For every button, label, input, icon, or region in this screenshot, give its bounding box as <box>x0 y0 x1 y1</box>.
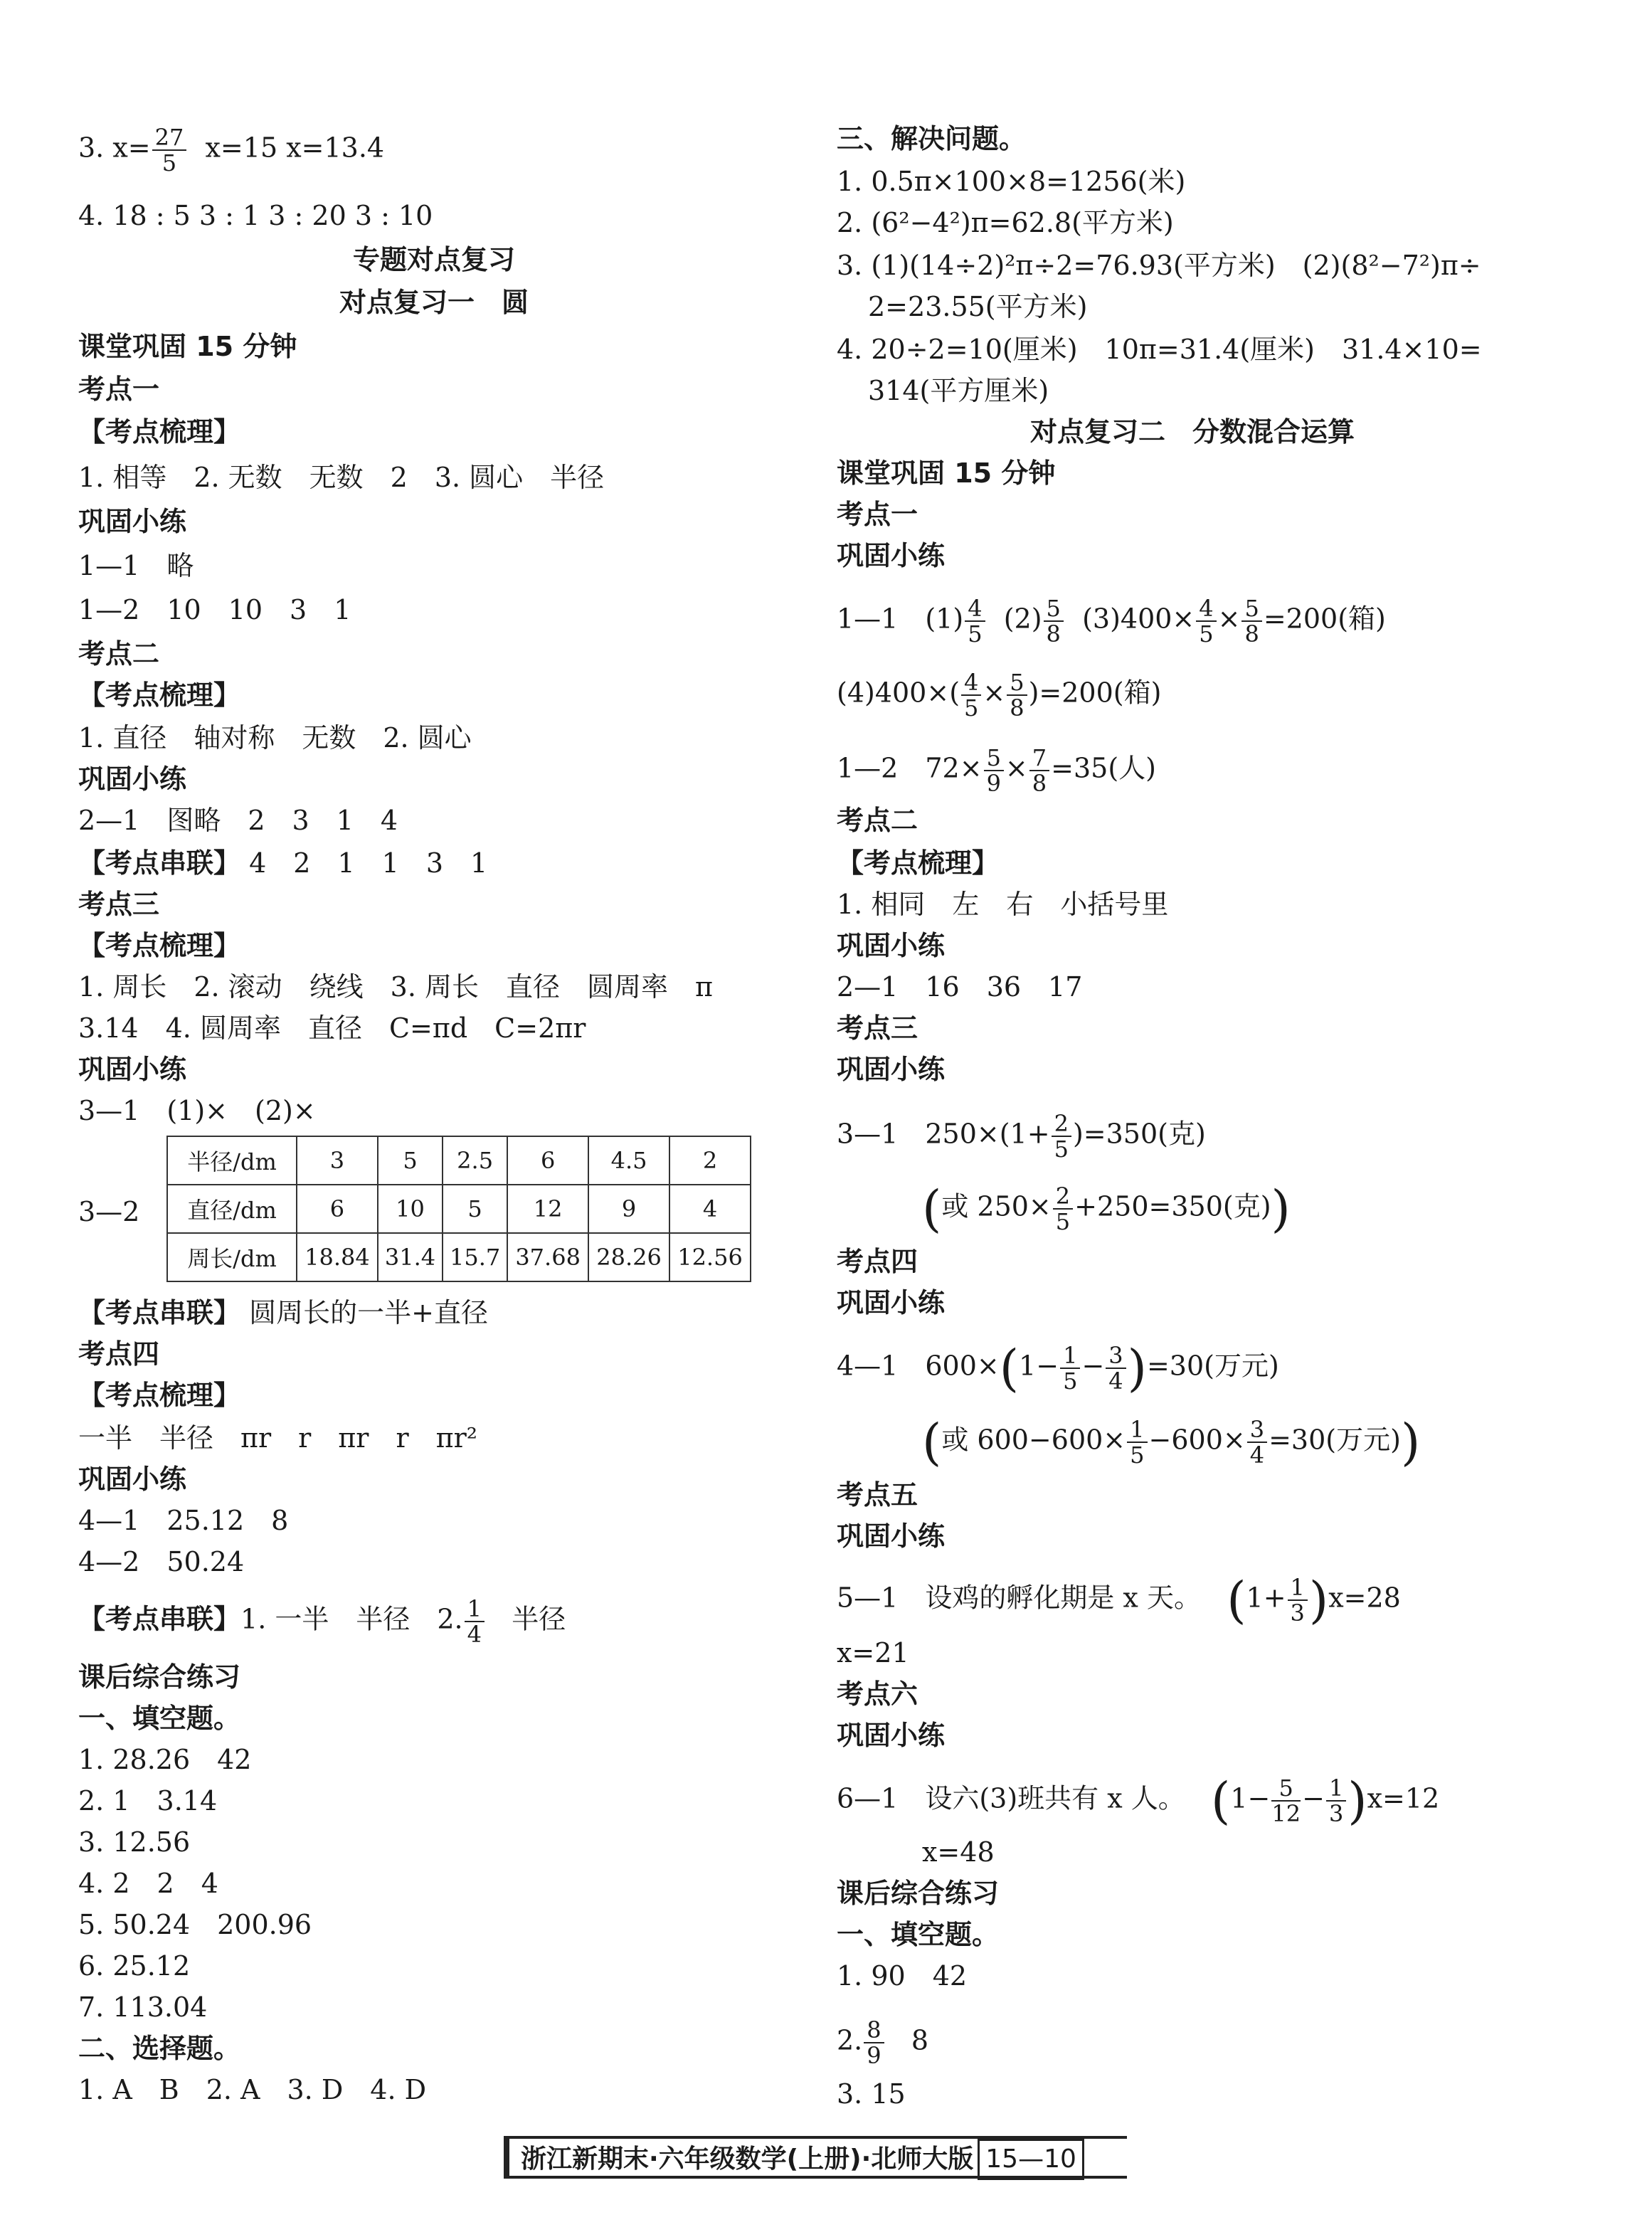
section-subtitle: 对点复习一 圆 <box>339 287 529 318</box>
paren: ( <box>1227 1571 1246 1629</box>
heading: 考点一 <box>837 499 918 530</box>
numerator: 5 <box>1007 670 1027 696</box>
table-cell: 15.7 <box>443 1233 507 1281</box>
denominator: 5 <box>1063 1368 1078 1395</box>
text: 4 2 1 1 3 1 <box>249 847 488 879</box>
heading: 【考点梳理】 <box>837 847 1000 879</box>
answer-line <box>922 1413 1421 1471</box>
heading: 巩固小练 <box>837 930 946 961</box>
text: x=28 <box>1328 1582 1401 1614</box>
heading: 课堂巩固 15 分钟 <box>837 457 1056 489</box>
text: (2) <box>1003 603 1042 635</box>
numerator: 1 <box>465 1597 485 1622</box>
denominator: 3 <box>1290 1599 1305 1627</box>
heading: 【考点梳理】 <box>78 930 241 961</box>
denominator: 9 <box>986 770 1001 797</box>
text: 4—1 600× <box>837 1350 1000 1382</box>
numerator: 7 <box>1029 746 1049 771</box>
answer-line: 1. 0.5π×100×8=1256(米) <box>837 166 1186 197</box>
numerator: 8 <box>864 2018 884 2043</box>
numerator: 4 <box>965 596 985 622</box>
paren: ) <box>1271 1180 1291 1238</box>
denominator: 8 <box>1032 770 1047 797</box>
numerator: 27 <box>152 125 187 151</box>
heading: 考点二 <box>837 805 918 836</box>
text: =30(万元) <box>1269 1424 1401 1456</box>
answer-line: 4. 2 2 4 <box>78 1868 218 1899</box>
text: 或 600−600× <box>941 1424 1126 1456</box>
fraction <box>1288 1575 1308 1625</box>
heading: 考点五 <box>837 1479 918 1511</box>
paren: ( <box>999 1339 1020 1397</box>
fraction <box>1271 1776 1301 1826</box>
table-cell: 5 <box>378 1136 443 1185</box>
answer-line: 1. 28.26 42 <box>78 1744 252 1775</box>
numerator: 2 <box>1052 1111 1071 1137</box>
heading: 二、选择题。 <box>78 2033 241 2064</box>
heading: 巩固小练 <box>78 506 187 537</box>
heading: 考点四 <box>78 1338 160 1370</box>
answer-line: 1. 周长 2. 滚动 绕线 3. 周长 直径 圆周率 π <box>78 971 713 1003</box>
fraction <box>1106 1343 1126 1393</box>
text: 1− <box>1019 1350 1059 1382</box>
answer-line <box>837 1571 1401 1629</box>
numerator: 3 <box>1106 1343 1126 1369</box>
heading: 课后综合练习 <box>837 1878 1000 1909</box>
answer-line: 3—1 (1)× (2)× <box>78 1095 316 1126</box>
text: 1. 一半 半径 2. <box>240 1603 463 1635</box>
heading: 巩固小练 <box>837 1720 946 1751</box>
table-cell: 2 <box>669 1136 751 1185</box>
table-cell: 12.56 <box>669 1233 751 1281</box>
heading: 考点三 <box>837 1012 918 1044</box>
text: 6—1 设六(3)班共有 x 人。 <box>837 1782 1185 1814</box>
heading: 考点三 <box>78 889 160 920</box>
fraction <box>1241 596 1261 646</box>
answer-line: 1—1 略 <box>78 550 194 581</box>
paren: ( <box>922 1413 942 1471</box>
paren: ( <box>922 1180 942 1238</box>
table-cell: 4.5 <box>588 1136 669 1185</box>
fraction <box>465 1597 485 1646</box>
circle-table <box>166 1136 751 1282</box>
numerator: 1 <box>1060 1343 1080 1369</box>
text: 3—1 250×(1+ <box>837 1118 1050 1150</box>
heading: 巩固小练 <box>837 1287 946 1318</box>
heading: 考点四 <box>837 1246 918 1277</box>
table-cell: 3 <box>297 1136 378 1185</box>
table-row <box>167 1136 751 1185</box>
answer-line: 314(平方厘米) <box>868 375 1049 406</box>
heading: 巩固小练 <box>837 1054 946 1085</box>
answer-line: 1—2 10 10 3 1 <box>78 594 351 625</box>
answer-line: 2—1 图略 2 3 1 4 <box>78 805 398 836</box>
denominator: 5 <box>1055 1208 1071 1235</box>
table-cell: 半径/dm <box>167 1136 297 1185</box>
fraction <box>1044 596 1064 646</box>
table-cell: 6 <box>297 1185 378 1233</box>
page-number: 15—10 <box>978 2139 1084 2180</box>
table-cell: 直径/dm <box>167 1185 297 1233</box>
heading: 一、填空题。 <box>837 1919 1000 1950</box>
fraction <box>1247 1417 1267 1467</box>
text: (3)400× <box>1082 603 1195 635</box>
denominator: 8 <box>1046 620 1061 647</box>
answer-line: 2=23.55(平方米) <box>868 291 1088 322</box>
fraction <box>1196 596 1216 646</box>
answer-line: (4)400×( $\frac{4}{5}$ × $\frac{5}{8}$ )=200(箱) <box>837 669 1162 721</box>
heading: 巩固小练 <box>837 540 946 571</box>
paren: ) <box>1308 1571 1329 1629</box>
text: )=350(克) <box>1072 1118 1206 1150</box>
fraction <box>1326 1776 1346 1826</box>
text: =35(人) <box>1051 752 1156 784</box>
heading: 【考点梳理】 <box>78 1380 241 1411</box>
table-row <box>167 1233 751 1281</box>
numerator: 1 <box>1288 1575 1308 1601</box>
fraction <box>1007 670 1027 720</box>
section-subtitle: 对点复习二 分数混合运算 <box>1029 416 1355 448</box>
paren: ) <box>1400 1413 1421 1471</box>
answer-line: 1—2 72× $\frac{5}{9}$ × $\frac{7}{8}$ =35(人) <box>837 744 1156 797</box>
heading: 【考点梳理】 <box>78 679 241 711</box>
answer-line: 3—2 <box>78 1196 140 1227</box>
table-cell: 2.5 <box>443 1136 507 1185</box>
answer-line: 4—1 600×(1− $\frac{1}{5}$ − $\frac{3}{4}$ )=30(万元) <box>837 1339 1279 1397</box>
fraction <box>965 596 985 646</box>
answer-line: 7. 113.04 <box>78 1992 208 2023</box>
text: 1—1 (1) <box>837 603 964 635</box>
answer-line: 4. 18 : 5 3 : 1 3 : 20 3 : 10 <box>78 200 433 231</box>
fraction <box>961 670 981 720</box>
numerator: 5 <box>1271 1776 1301 1802</box>
heading: 课后综合练习 <box>78 1661 241 1693</box>
denominator: 3 <box>1328 1800 1344 1827</box>
label: 【考点串联】 <box>78 1297 241 1328</box>
text: 2. <box>837 2024 863 2056</box>
section-title: 专题对点复习 <box>352 244 515 275</box>
heading: 课堂巩固 15 分钟 <box>78 331 297 362</box>
fraction <box>1127 1417 1147 1467</box>
text: =200(箱) <box>1263 603 1386 635</box>
numerator: 5 <box>984 746 1004 771</box>
numerator: 4 <box>961 670 981 696</box>
answer-line: 4. 20÷2=10(厘米) 10π=31.4(厘米) 31.4×10= <box>837 334 1482 365</box>
heading: 巩固小练 <box>78 1054 187 1085</box>
text: 1+ <box>1246 1582 1286 1614</box>
numerator: 1 <box>1127 1417 1147 1443</box>
fraction <box>1029 746 1049 795</box>
table-cell: 37.68 <box>507 1233 588 1281</box>
answer-line <box>837 2018 928 2068</box>
answer-line <box>78 847 487 879</box>
answer-line: 1. A B 2. A 3. D 4. D <box>78 2074 427 2105</box>
label: 【考点串联】 <box>78 1603 241 1635</box>
answer-line <box>78 1597 566 1646</box>
answer-line <box>78 1296 488 1329</box>
text: x=15 x=13.4 <box>205 132 385 164</box>
table-cell: 6 <box>507 1136 588 1185</box>
text: 半径 <box>512 1603 566 1635</box>
answer-line <box>837 1111 1206 1161</box>
answer-line: 3. (1)(14÷2)²π÷2=76.93(平方米) (2)(8²−7²)π÷ <box>837 250 1481 281</box>
denominator: 5 <box>1054 1136 1069 1163</box>
answer-line: 4—2 50.24 <box>78 1546 245 1577</box>
text: 5—1 设鸡的孵化期是 x 天。 <box>837 1582 1201 1614</box>
table-cell: 31.4 <box>378 1233 443 1281</box>
table-cell: 28.26 <box>588 1233 669 1281</box>
answer-line: 2. (6²−4²)π=62.8(平方米) <box>837 207 1174 238</box>
numerator: 5 <box>1044 596 1064 622</box>
paren: ( <box>1211 1772 1231 1830</box>
text: )=200(箱) <box>1028 677 1162 709</box>
page-footer <box>504 2136 1127 2179</box>
fraction <box>1052 1111 1071 1161</box>
denominator: 4 <box>1108 1368 1123 1395</box>
answer-line: 一半 半径 πr r πr r πr² <box>78 1422 477 1454</box>
answer-line: 5. 50.24 200.96 <box>78 1909 312 1940</box>
text: 8 <box>911 2024 929 2056</box>
paren: ) <box>1127 1339 1147 1397</box>
denominator: 9 <box>867 2042 881 2069</box>
answer-line: 2—1 16 36 17 <box>837 971 1083 1003</box>
text: 或 250× <box>941 1190 1052 1222</box>
answer-line: 1. 直径 轴对称 无数 2. 圆心 <box>78 722 472 753</box>
answer-line: x=21 <box>837 1637 909 1668</box>
answer-line: x=48 <box>922 1836 995 1868</box>
denominator: 5 <box>162 149 177 176</box>
numerator: 1 <box>1326 1776 1346 1802</box>
table-cell: 12 <box>507 1185 588 1233</box>
text: 圆周长的一半+直径 <box>249 1297 488 1328</box>
denominator: 4 <box>467 1621 482 1648</box>
numerator: 4 <box>1196 596 1216 622</box>
table-cell: 18.84 <box>297 1233 378 1281</box>
table-cell: 4 <box>669 1185 751 1233</box>
answer-line: 6. 25.12 <box>78 1950 191 1982</box>
heading: 考点二 <box>78 638 160 670</box>
denominator: 5 <box>968 620 983 647</box>
denominator: 8 <box>1010 694 1024 721</box>
answer-line: 1—1 (1) $\frac{4}{5}$ (2) $\frac{5}{8}$ (3)400× $\frac{4}{5}$ × $\frac{5}{8}$ =200(箱) <box>837 595 1386 647</box>
heading: 考点六 <box>837 1678 918 1710</box>
table-row <box>167 1185 751 1233</box>
text: 1− <box>1230 1782 1271 1814</box>
answer-line: 1. 相同 左 右 小括号里 <box>837 889 1169 920</box>
heading: 一、填空题。 <box>78 1703 241 1734</box>
text: 1—2 72× <box>837 752 983 784</box>
table-cell: 9 <box>588 1185 669 1233</box>
numerator: 5 <box>1241 596 1261 622</box>
text: −600× <box>1148 1424 1246 1456</box>
heading: 三、解决问题。 <box>837 123 1027 154</box>
fraction <box>864 2018 884 2068</box>
label: 【考点串联】 <box>78 847 241 879</box>
heading: 巩固小练 <box>837 1520 946 1552</box>
denominator: 8 <box>1244 620 1259 647</box>
heading: 巩固小练 <box>78 1464 187 1495</box>
text: 3. x= <box>78 132 151 164</box>
denominator: 4 <box>1249 1442 1265 1469</box>
footer-title: 浙江新期末·六年级数学(上册)·北师大版 <box>521 2144 974 2174</box>
denominator: 5 <box>1130 1442 1145 1469</box>
denominator: 12 <box>1271 1800 1301 1827</box>
numerator: 2 <box>1053 1184 1073 1210</box>
answer-line: 1. 相等 2. 无数 无数 2 3. 圆心 半径 <box>78 462 605 493</box>
text: +250=350(克) <box>1074 1190 1271 1222</box>
table-cell: 5 <box>443 1185 507 1233</box>
denominator: 5 <box>964 694 979 721</box>
answer-line: 6—1 设六(3)班共有 x 人。 (1− $\frac{5}{12}$ − $\frac{1}{3}$ )x=12 <box>837 1772 1440 1830</box>
numerator: 3 <box>1247 1417 1267 1443</box>
text: =30(万元) <box>1146 1350 1279 1382</box>
answer-line: 2. 1 3.14 <box>78 1785 218 1816</box>
heading: 考点一 <box>78 374 160 405</box>
table-cell: 周长/dm <box>167 1233 297 1281</box>
denominator: 5 <box>1199 620 1214 647</box>
fraction <box>1053 1184 1073 1234</box>
answer-line: 1. 90 42 <box>837 1960 968 1992</box>
heading: 巩固小练 <box>78 763 187 795</box>
fraction <box>984 746 1004 795</box>
answer-line <box>922 1180 1291 1238</box>
answer-line <box>78 125 384 175</box>
answer-line: 3. 15 <box>837 2078 906 2110</box>
fraction <box>152 125 187 175</box>
answer-line: 4—1 25.12 8 <box>78 1505 289 1536</box>
table-cell: 10 <box>378 1185 443 1233</box>
paren: ) <box>1347 1772 1367 1830</box>
answer-line: 3.14 4. 圆周率 直径 C=πd C=2πr <box>78 1012 586 1044</box>
heading: 【考点梳理】 <box>78 416 241 448</box>
text: (4)400×( <box>837 677 960 709</box>
fraction <box>1060 1343 1080 1393</box>
answer-line: 3. 12.56 <box>78 1826 191 1858</box>
text: x=12 <box>1367 1782 1440 1814</box>
